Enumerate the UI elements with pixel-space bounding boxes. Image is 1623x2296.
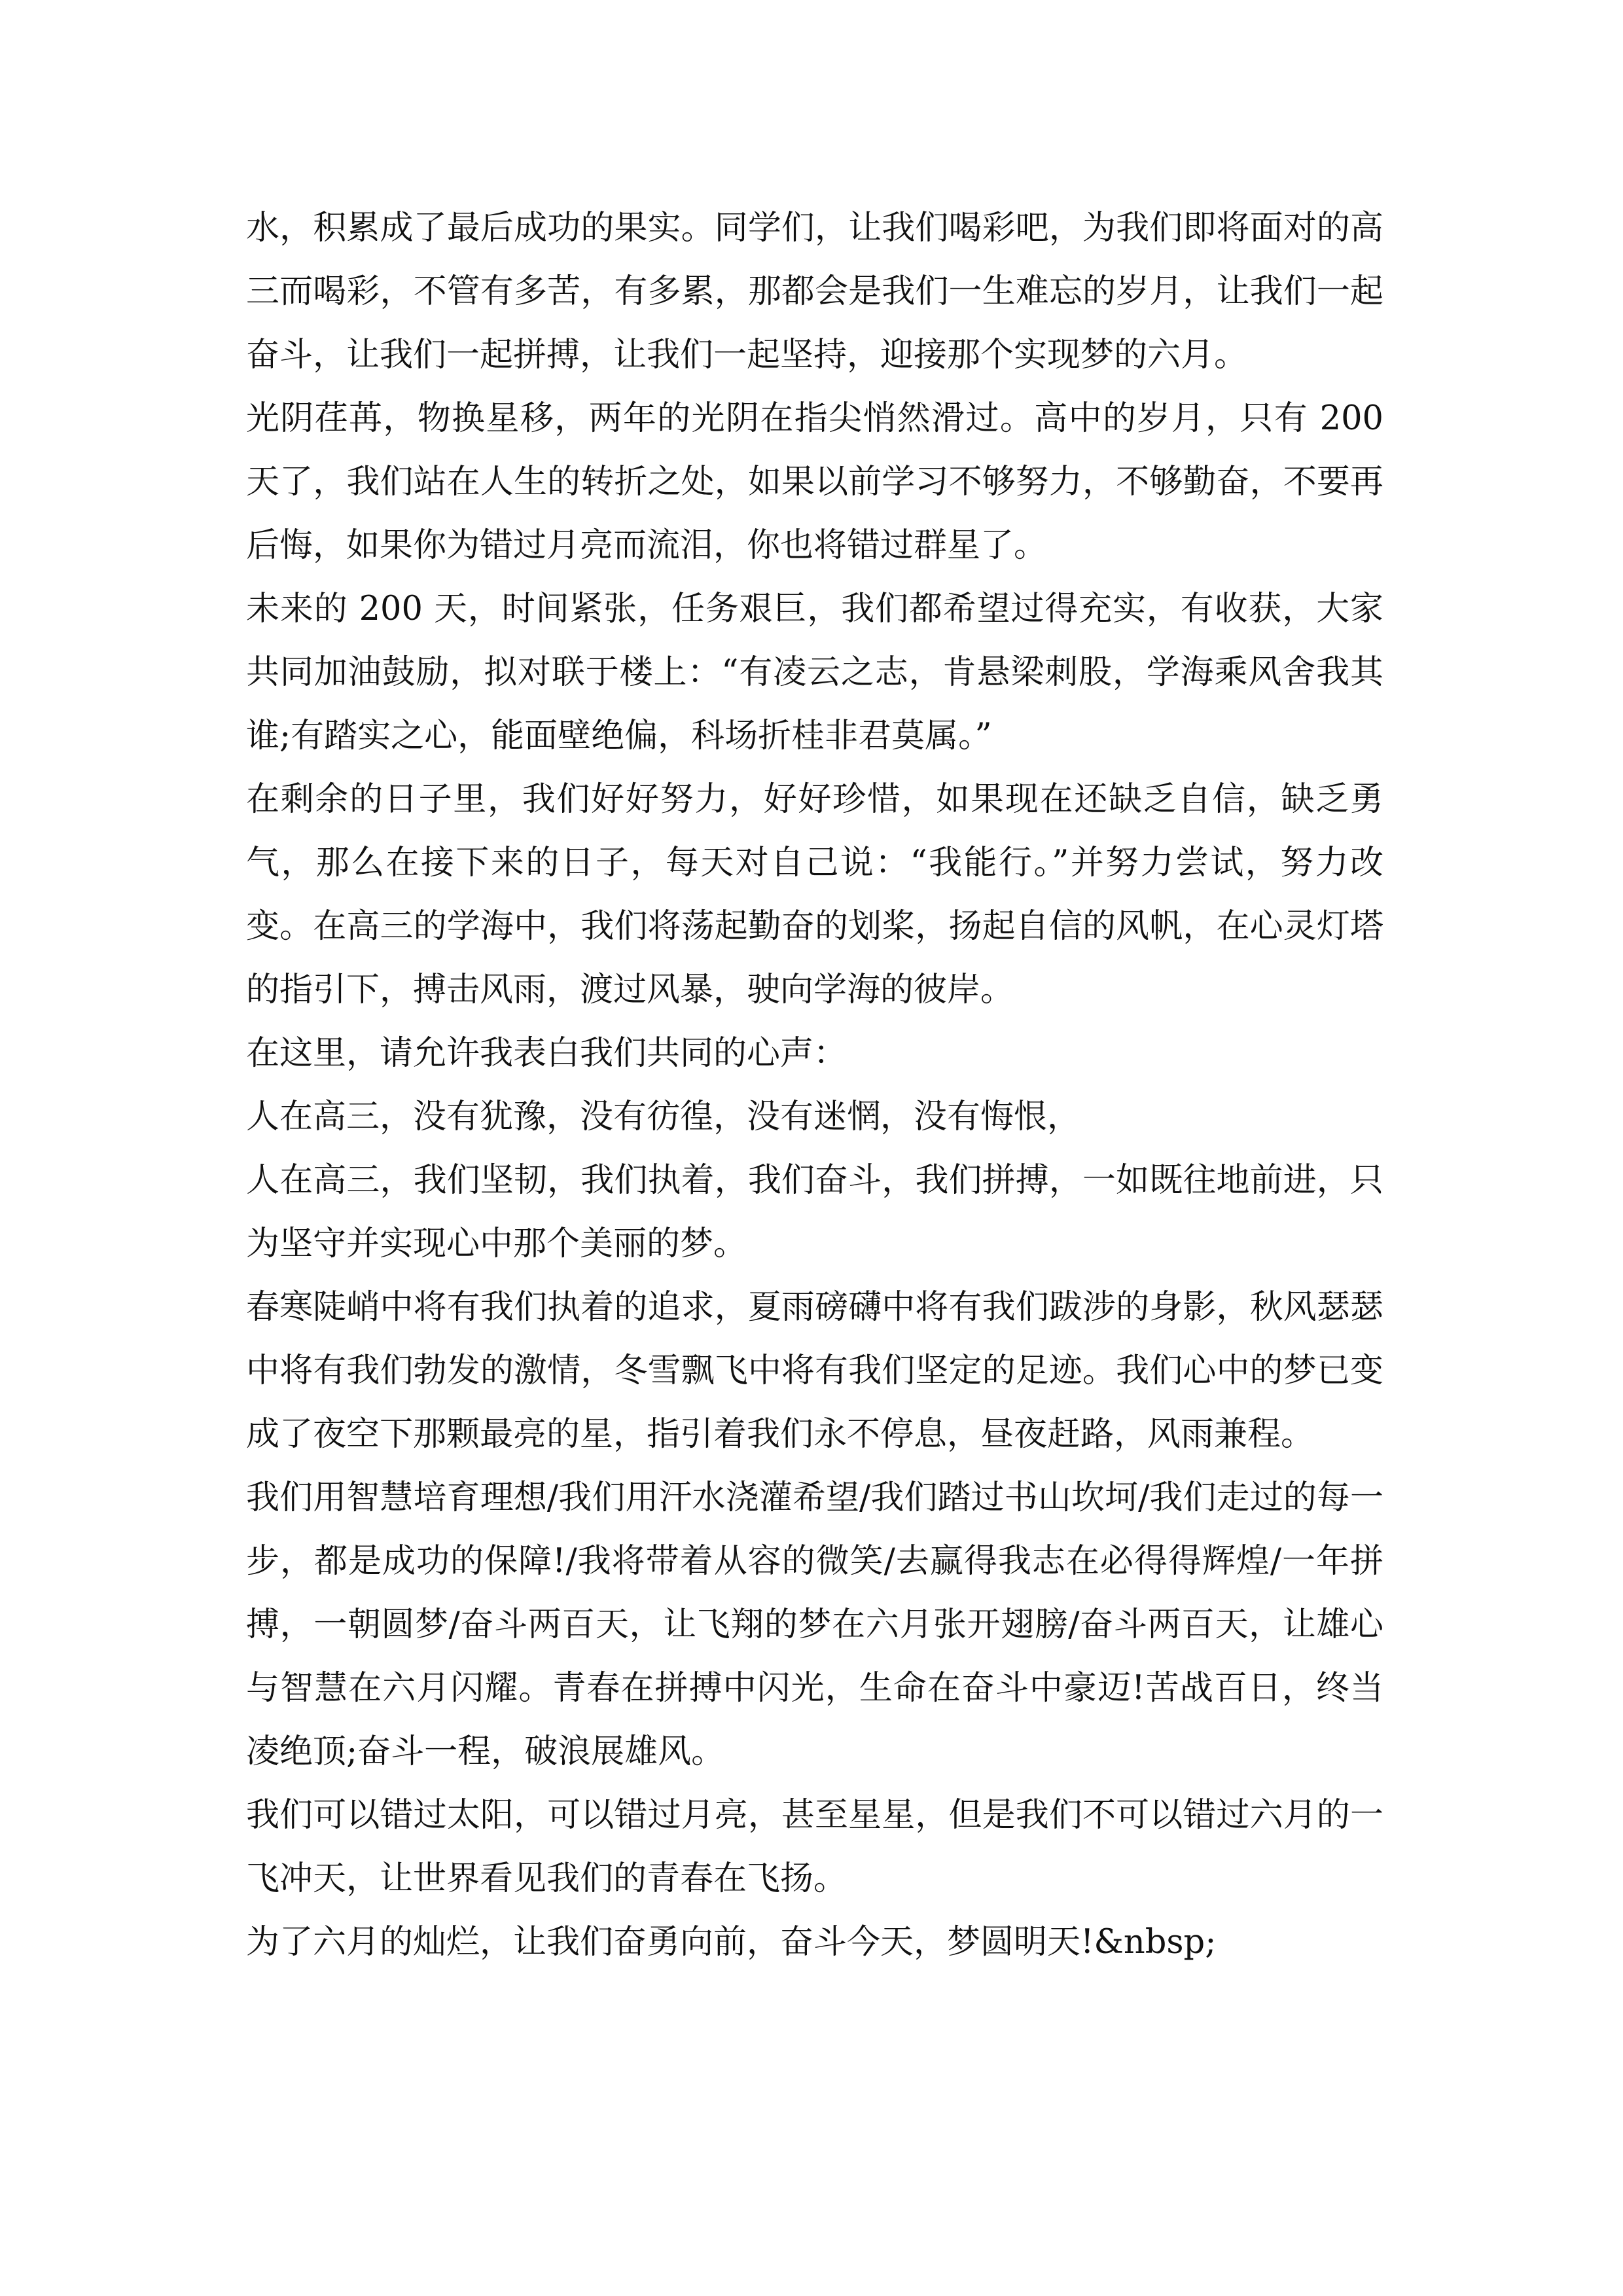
paragraph-9: 我们用智慧培育理想/我们用汗水浇灌希望/我们踏过书山坎坷/我们走过的每一步，都是成功的保障!/我将带着从容的微笑/去赢得我志在必得得辉煌/一年拼搏，一朝圆梦/奋斗两百天，让飞翔的梦在六月张开翅膀/奋斗两百天，让雄心与智慧在六月闪耀。青春在拼搏中闪光，生命在奋斗中豪迈!苦战百日，终当凌绝顶;奋斗一程，破浪展雄风。 [246, 1479, 1383, 1771]
paragraph-6: 人在高三，没有犹豫，没有彷徨，没有迷惘，没有悔恨， [246, 1098, 1081, 1136]
paragraph-11: 为了六月的灿烂，让我们奋勇向前，奋斗今天，梦圆明天!&nbsp; [246, 1923, 1217, 1962]
paragraph-5: 在这里，请允许我表白我们共同的心声： [246, 1034, 847, 1073]
paragraph-7: 人在高三，我们坚韧，我们执着，我们奋斗，我们拼搏，一如既往地前进，只为坚守并实现心中那个美丽的梦。 [246, 1161, 1383, 1263]
paragraph-3: 未来的 200 天，时间紧张，任务艰巨，我们都希望过得充实，有收获，大家共同加油鼓励，拟对联于楼上：“有凌云之志，肯悬梁刺股，学海乘风舍我其谁;有踏实之心，能面壁绝偏，科场折桂非君莫属。” [246, 590, 1383, 755]
paragraph-10: 我们可以错过太阳，可以错过月亮，甚至星星，但是我们不可以错过六月的一飞冲天，让世界看见我们的青春在飞扬。 [246, 1796, 1383, 1898]
paragraph-4: 在剩余的日子里，我们好好努力，好好珍惜，如果现在还缺乏自信，缺乏勇气，那么在接下来的日子，每天对自己说：“我能行。”并努力尝试，努力改变。在高三的学海中，我们将荡起勤奋的划桨，扬起自信的风帆，在心灵灯塔的指引下，搏击风雨，渡过风暴，驶向学海的彼岸。 [246, 780, 1383, 1009]
paragraph-2: 光阴荏苒，物换星移，两年的光阴在指尖悄然滑过。高中的岁月，只有 200 天了，我们站在人生的转折之处，如果以前学习不够努力，不够勤奋，不要再后悔，如果你为错过月亮而流泪，你也将错过群星了。 [246, 399, 1383, 565]
document-body [246, 196, 1383, 1974]
paragraph-8: 春寒陡峭中将有我们执着的追求，夏雨磅礴中将有我们跋涉的身影，秋风瑟瑟中将有我们勃发的激情，冬雪飘飞中将有我们坚定的足迹。我们心中的梦已变成了夜空下那颗最亮的星，指引着我们永不停息，昼夜赶路，风雨兼程。 [246, 1288, 1383, 1454]
paragraph-1: 水，积累成了最后成功的果实。同学们，让我们喝彩吧，为我们即将面对的高三而喝彩，不管有多苦，有多累，那都会是我们一生难忘的岁月，让我们一起奋斗，让我们一起拼搏，让我们一起坚持，迎接那个实现梦的六月。 [246, 209, 1383, 374]
